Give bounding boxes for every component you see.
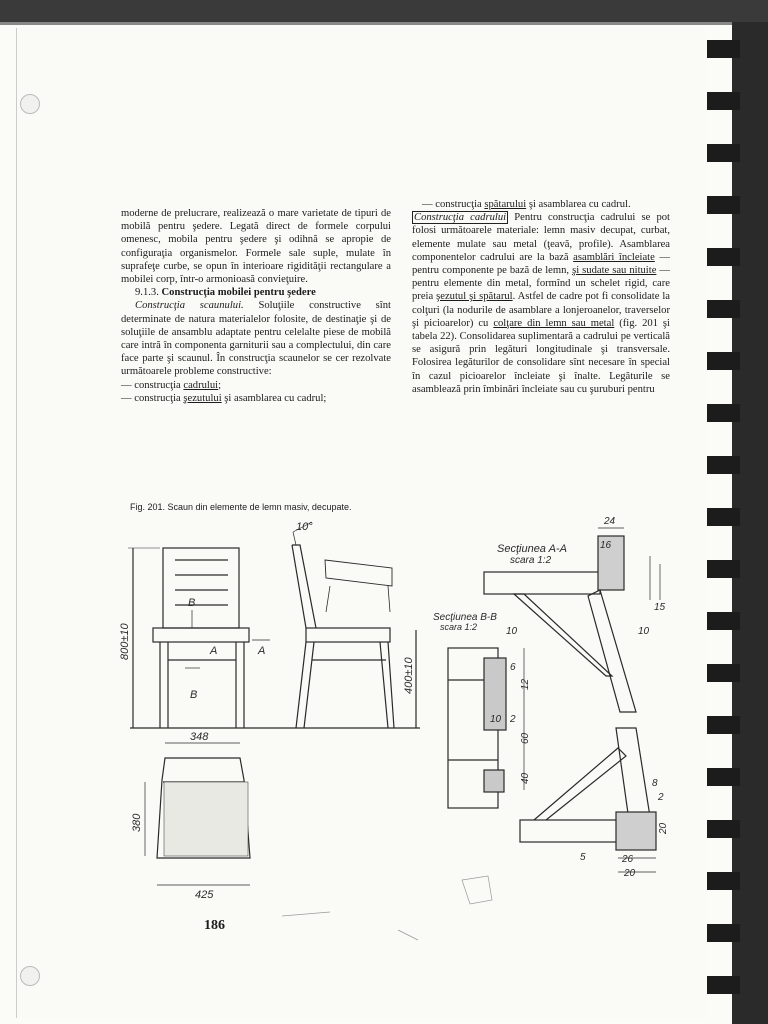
section-mark: B — [190, 689, 198, 701]
dim-label: 20 — [658, 822, 669, 834]
dim-label: 6 — [510, 662, 516, 673]
dim-label: 380 — [131, 813, 143, 832]
dim-label: 10° — [296, 521, 313, 533]
lower-corner-detail — [520, 728, 656, 872]
section-scale: scara 1:2 — [440, 622, 478, 632]
dim-label: 425 — [195, 889, 214, 901]
dim-label: 348 — [190, 731, 209, 743]
seat-hatch — [164, 782, 248, 856]
section-mark: A — [258, 645, 266, 657]
section-heading: 9.1.3. Construcţia mobilei pentru şedere — [135, 287, 316, 299]
list-item: — construcţia spătarului şi asamblarea cu cadrul. — [422, 199, 631, 210]
dim-label: 40 — [520, 772, 531, 784]
dim-label: 800±10 — [119, 623, 131, 660]
dim-label: 20 — [624, 868, 636, 879]
page-number: 186 — [204, 918, 225, 933]
list-item: — construcţia şezutului şi asamblarea cu cadrul; — [121, 392, 327, 404]
dim-label: 10 — [638, 626, 650, 637]
dim-label: 15 — [654, 602, 666, 613]
figure-caption: Fig. 201. Scaun din elemente de lemn masiv, decupate. — [130, 502, 352, 512]
section-title: Secţiunea B-B — [433, 612, 497, 623]
dim-label: 8 — [652, 778, 658, 789]
chair-side-view — [292, 522, 416, 728]
paragraph: Construcţia cadrului Pentru construcţia cadrului se pot folosi următoarele materiale: lemn masiv decupat, curbat, elemente mulate sau metal (ţeavă, profile). Asamblarea componentelor cadrului are la bază asamblări încleiate — pentru componente pe bază de lemn, şi sudate sau nituite — pentru elemente din metal, formînd un schelet rigid, care preia şezutul şi spătarul. Astfel de cadre pot fi consolidate la colţuri (la nodurile de asamblare a lonjeroanelor, traverselor şi picioarelor) cu colţare din lemn sau metal (fig. 201 şi tabela 22). Consolidarea suplimentară a cadrului pe verticală se asigură prin legături longitudinale şi transversale. Folosirea legăturilor de consolidare sînt necesare în special în cazul picioarelor încleiate şi înalte. Legăturile se asamblează prin îmbinări încleiate sau cu şuruburi pentru — [412, 212, 671, 395]
dim-label: 60 — [520, 732, 531, 744]
dim-label: 2 — [658, 792, 664, 803]
paragraph: moderne de prelucrare, realizează o mare varietate de tipuri de mobilă pentru şedere. Legată direct de formele corpului omenesc, mobila pentru şedere şi odihnă se apropie de configuraţia organismelor. Formele sale suple, mulate în suprafeţe curbe, se opun în interioare rigidităţii rectangulare a mobilei corp, într-o armonioasă convieţuire. — [121, 208, 391, 286]
chair-top-view — [145, 743, 250, 885]
chair-front-view — [128, 548, 420, 728]
section-mark: B — [188, 597, 196, 609]
dim-label: 2 — [510, 714, 516, 725]
dim-label: 12 — [520, 678, 531, 690]
section-mark: A — [210, 645, 218, 657]
list-item: — construcţia cadrului; — [121, 379, 222, 391]
dim-label: 16 — [600, 540, 612, 551]
dim-label: 26 — [622, 854, 634, 865]
dim-label: 10 — [506, 626, 518, 637]
dim-label: 24 — [604, 516, 616, 527]
dim-label: 5 — [580, 852, 586, 863]
section-scale: scara 1:2 — [510, 555, 552, 566]
section-title: Secţiunea A-A — [497, 543, 567, 555]
dim-label: 400±10 — [403, 657, 415, 694]
dim-label: 10 — [490, 714, 502, 725]
paragraph: Construcţia scaunului. Soluţiile constructive sînt determinate de natura materialelor folosite, de destinaţie şi de soluţiile de ansamblu adaptate pentru celelalte piese de mobilă care intră în componenta garniturii sau a complectului, din care face parte şi scaunul. În construcţia scaunelor se cer rezolvate următoarele probleme constructive: — [121, 300, 391, 378]
